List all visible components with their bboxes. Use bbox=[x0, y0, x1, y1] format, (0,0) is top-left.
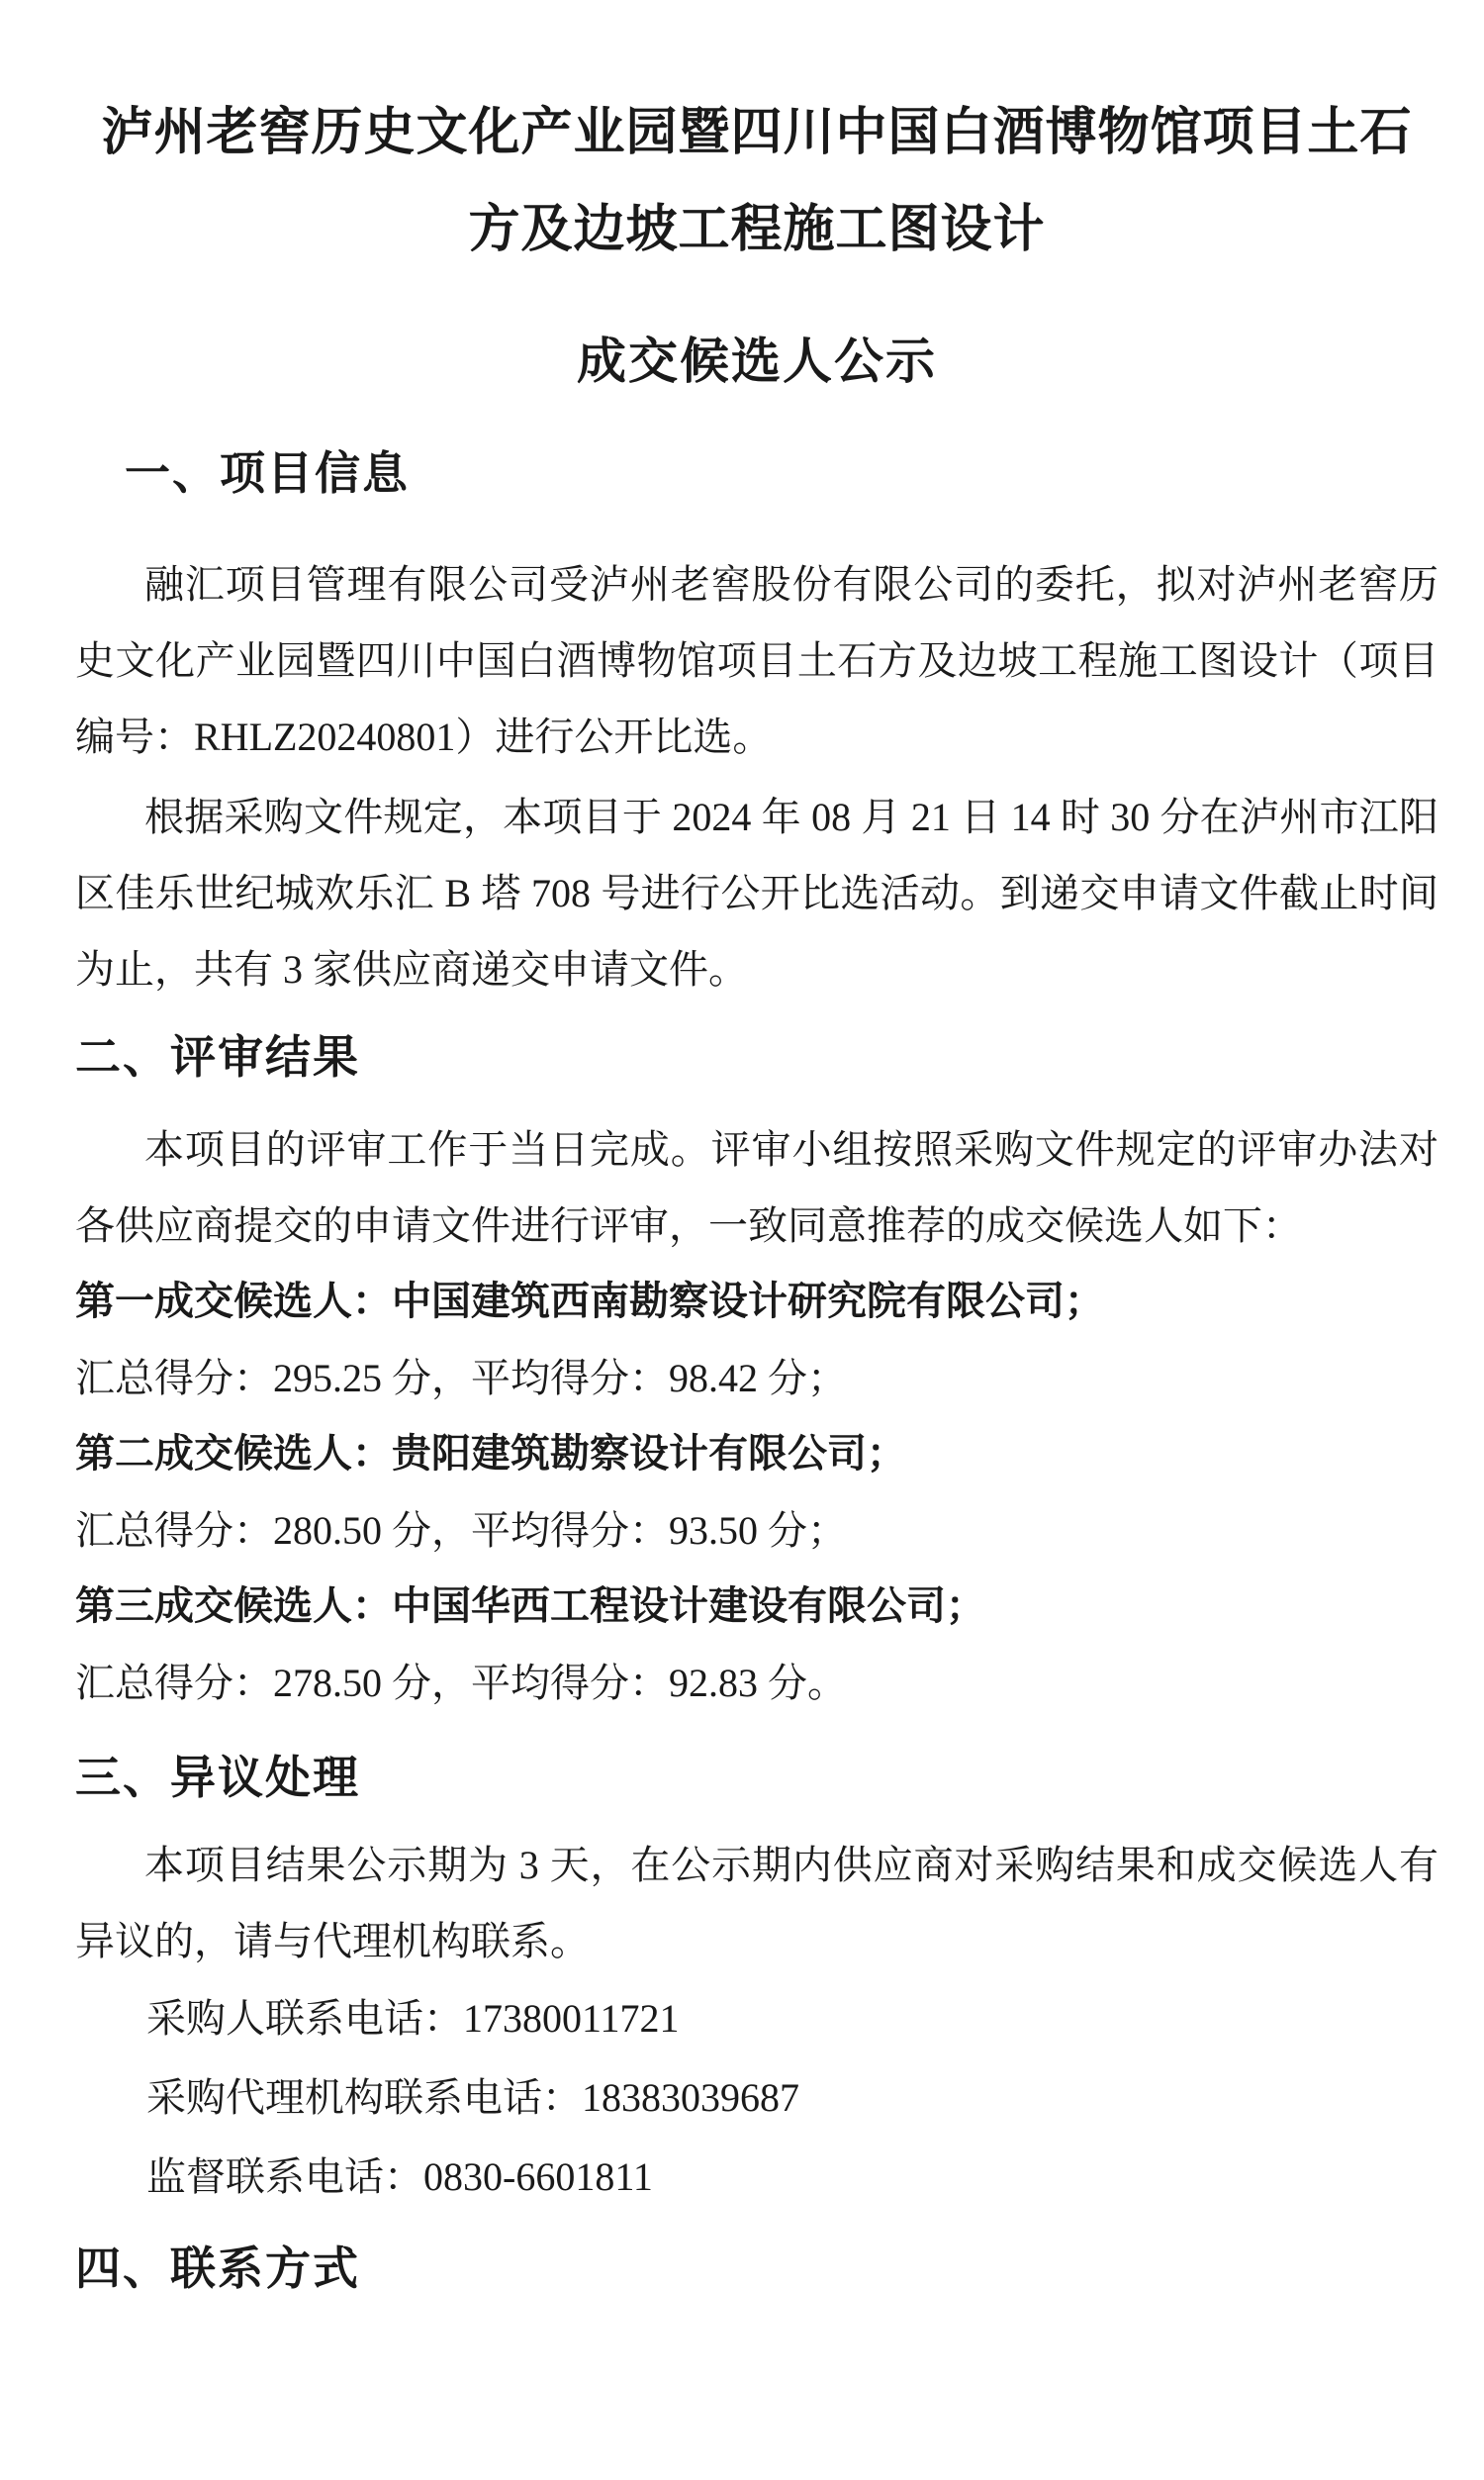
candidate-2-score-line: 汇总得分：280.50 分，平均得分：93.50 分； bbox=[75, 1508, 847, 1553]
candidate-1-name-line: 第一成交候选人：中国建筑西南勘察设计研究院有限公司； bbox=[75, 1280, 1104, 1323]
section-heading-project-info: 一、项目信息 bbox=[125, 447, 410, 499]
candidate-1-score-line: 汇总得分：295.25 分，平均得分：98.42 分； bbox=[75, 1356, 847, 1400]
section-heading-review-result: 二、评审结果 bbox=[75, 1031, 360, 1083]
candidate-3-score-line: 汇总得分：278.50 分，平均得分：92.83 分。 bbox=[75, 1661, 847, 1705]
review-result-intro: 本项目的评审工作于当日完成。评审小组按照采购文件规定的评审办法对各供应商提交的申请文件进行评审，一致同意推荐的成交候选人如下： bbox=[75, 1127, 1438, 1248]
notice-document-page bbox=[0, 85, 1484, 2480]
document-subtitle: 成交候选人公示 bbox=[577, 334, 937, 389]
supervision-phone-line: 监督联系电话：0830-6601811 bbox=[146, 2154, 653, 2199]
purchaser-phone-line: 采购人联系电话：17380011721 bbox=[146, 1996, 680, 2041]
candidate-2-name-line: 第二成交候选人：贵阳建筑勘察设计有限公司； bbox=[75, 1432, 906, 1476]
document-title bbox=[75, 85, 1438, 279]
project-info-paragraph-2: 根据采购文件规定，本项目于 2024 年 08 月 21 日 14 时 30 分在泸州市江阳区佳乐世纪城欢乐汇 B 塔 708 号进行公开比选活动。到递交申请文件截止时间为止，共有 3 家供应商递交申请文件。 bbox=[75, 795, 1438, 992]
objection-paragraph: 本项目结果公示期为 3 天，在公示期内供应商对采购结果和成交候选人有异议的，请与代理机构联系。 bbox=[75, 1843, 1438, 1963]
agency-phone-line: 采购代理机构联系电话：18383039687 bbox=[146, 2075, 799, 2120]
contact-phone-list bbox=[75, 1979, 1438, 2217]
project-info-paragraph-1: 融汇项目管理有限公司受泸州老窖股份有限公司的委托，拟对泸州老窖历史文化产业园暨四川中国白酒博物馆项目土石方及边坡工程施工图设计（项目编号：RHLZ20240801）进行公开比选。 bbox=[75, 562, 1438, 759]
candidate-3-name-line: 第三成交候选人：中国华西工程设计建设有限公司； bbox=[75, 1584, 985, 1628]
candidate-list bbox=[75, 1264, 1438, 1721]
section-heading-contact: 四、联系方式 bbox=[75, 2242, 360, 2294]
document-title-line-1: 泸州老窖历史文化产业园暨四川中国白酒博物馆项目土石 bbox=[101, 105, 1413, 161]
section-heading-objection: 三、异议处理 bbox=[75, 1752, 360, 1803]
document-title-line-2: 方及边坡工程施工图设计 bbox=[468, 202, 1046, 258]
